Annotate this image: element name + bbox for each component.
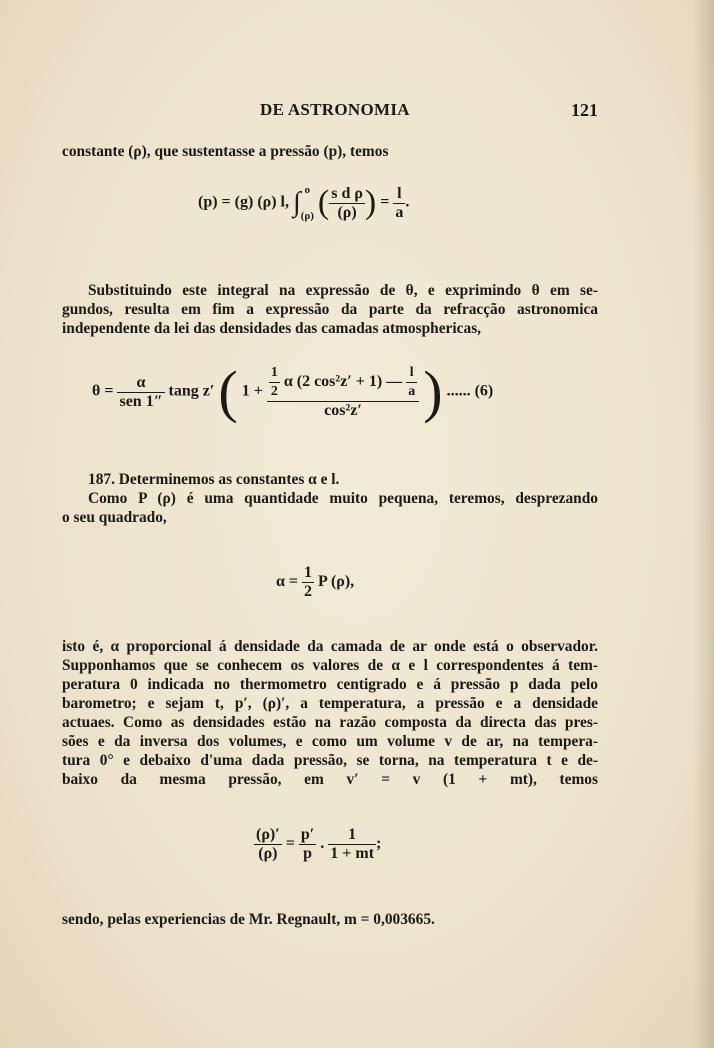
text-line: sões e da inversa dos volumes, e como um volume v de ar, na tempera-	[62, 733, 598, 750]
equation-lhs: (p) = (g) (ρ) l,	[198, 193, 289, 211]
paragraph-isto-e	[62, 637, 598, 789]
text-line: isto é, α proporcional á densidade da camada de ar onde está o observador.	[62, 638, 598, 655]
page-number: 121	[571, 100, 598, 120]
fraction-l-over-a: $\frac{l}{a}$	[395, 184, 404, 221]
text-line: gundos, resulta em fim a expressão da parte da refracção astronomica	[62, 301, 598, 318]
fraction-alpha-over-sen: $\frac{\alpha}{\text{sen 1″}}$	[119, 373, 163, 410]
equation-6: θ = $\frac{\alpha}{\text{sen 1″}}$ tang z′ ( 1 + $\frac{1}{2}$ α (2 cos²z′ + 1) — $\frac{l}{a}$ cos²z′ ) ...... (6)	[92, 359, 494, 424]
lower-limit: (ρ)	[300, 210, 314, 222]
paragraph-intro	[62, 142, 598, 161]
upper-limit: o	[304, 184, 311, 196]
text-line: independente da lei das densidades das camadas atmosphericas,	[62, 320, 482, 337]
equation-density-ratio: $\frac{(\rho)'}{(\rho)}$ = $\frac{p'}{p}$ . $\frac{1}{1 + mt}$ ;	[256, 826, 382, 862]
equation-number: ...... (6)	[446, 382, 494, 400]
text-line: Como P (ρ) é uma quantidade muito pequena, teremos, desprezando	[88, 490, 598, 507]
fraction-integrand: $\frac{\text{s d ρ}}{(\rho)}$	[331, 184, 363, 221]
paragraph-regnault	[62, 910, 598, 929]
text-line: tura 0° e debaixo d'uma dada pressão, se torna, na temperatura t e de-	[62, 752, 598, 769]
text-line: peratura 0 indicada no thermometro centigrado e á pressão p dada pelo	[62, 676, 598, 693]
integral-sign: ∫	[293, 187, 301, 218]
text-line: constante (ρ), que sustentasse a pressão (p), temos	[62, 143, 389, 160]
equation-alpha: α = $\frac{1}{2}$ P (ρ),	[276, 564, 355, 600]
integral-limits	[301, 184, 314, 222]
running-head: DE ASTRONOMIA	[260, 100, 410, 119]
fraction-main: $\frac{1}{2}$ α (2 cos²z′ + 1) — $\frac{l}{a}$ cos²z′	[267, 364, 419, 420]
text-line: Substituindo este integral na expressão de θ, e exprimindo θ em se-	[88, 282, 598, 299]
page-edge-shadow	[692, 0, 714, 1048]
text-line: baixo da mesma pressão, em v′ = v (1 + mt), temos	[62, 771, 598, 788]
paragraph-substituting	[62, 281, 598, 338]
text-line: actuaes. Como as densidades estão na razão composta da directa das pres-	[62, 714, 598, 731]
section-heading: 187. Determinemos as constantes α e l.	[88, 471, 340, 488]
text-line: o seu quadrado,	[62, 509, 167, 526]
equation-pressure: (p) = (g) (ρ) l, ∫ o (ρ) ( $\frac{\text{s d ρ}}{(\rho)}$ ) = $\frac{l}{a}$ .	[198, 184, 410, 222]
text-line: barometro; e sejam t, p′, (ρ)′, a temperatura, a pressão e a densidade	[62, 695, 598, 712]
page-header	[62, 100, 598, 124]
section-187	[62, 470, 598, 527]
text-line: Supponhamos que se conhecem os valores de α e l correspondentes á tem-	[62, 657, 598, 674]
text-line: sendo, pelas experiencias de Mr. Regnault, m = 0,003665.	[62, 911, 435, 928]
